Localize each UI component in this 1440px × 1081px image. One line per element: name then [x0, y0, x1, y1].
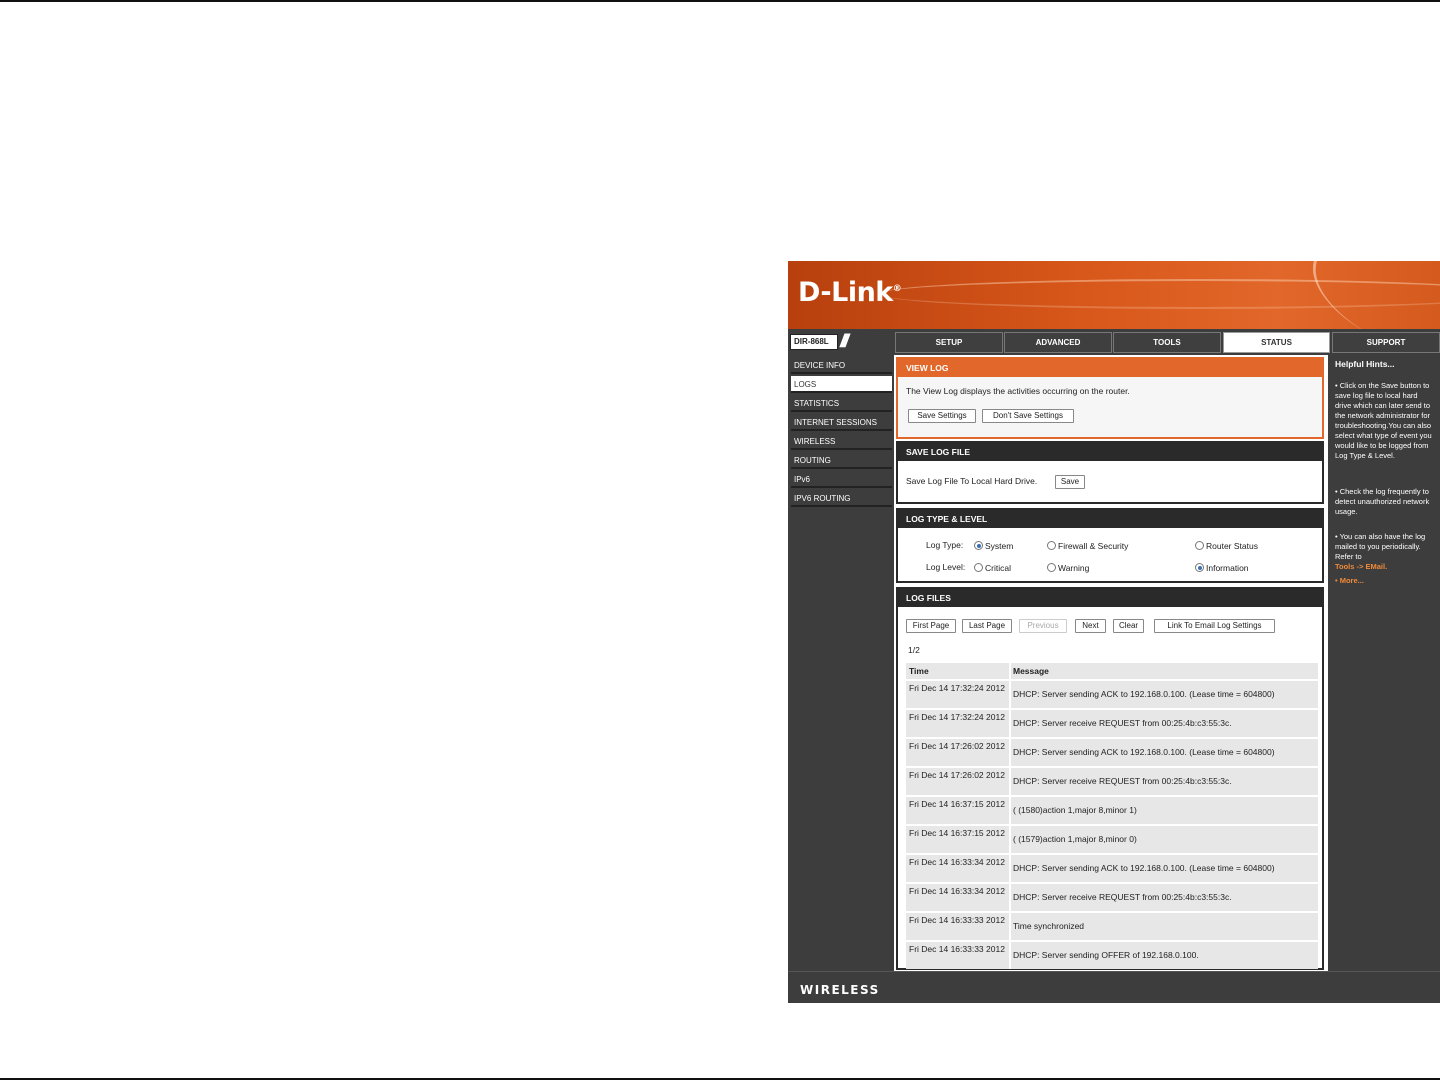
table-row	[906, 768, 1318, 795]
column-divider	[1009, 884, 1011, 911]
hint-email: • You can also have the log mailed to you periodically. Refer to	[1335, 532, 1426, 561]
log-time: Fri Dec 14 16:33:33 2012	[909, 944, 1005, 954]
table-row	[906, 884, 1318, 911]
sidebar-item-wireless[interactable]: WIRELESS	[791, 433, 892, 450]
previous-button[interactable]: Previous	[1019, 619, 1067, 633]
sidebar-item-logs[interactable]: LOGS	[791, 376, 892, 393]
column-divider	[1009, 797, 1011, 824]
log-message: Time synchronized	[1013, 921, 1085, 931]
footer-wireless-text: WIRELESS	[800, 983, 880, 997]
tab-advanced[interactable]: ADVANCED	[1004, 332, 1112, 353]
helpful-hints-panel	[1330, 355, 1440, 971]
hint-email-link[interactable]: Tools -> EMail.	[1335, 562, 1388, 571]
hint-save: • Click on the Save button to save log file to local hard drive which can later send to the network administrator for troubleshooting.You can also select what type of event you would like to be logged from Log Type & Level.	[1335, 381, 1432, 460]
radio-level-warning[interactable]: Warning	[1047, 562, 1089, 574]
sidebar-item-internet-sessions[interactable]: INTERNET SESSIONS	[791, 414, 892, 431]
log-type-label: Log Type:	[926, 540, 964, 550]
router-ui	[788, 261, 1440, 1003]
tab-tools[interactable]: TOOLS	[1113, 332, 1221, 353]
sidebar-item-ipv6-routing[interactable]: IPV6 ROUTING	[791, 490, 892, 507]
radio-selected-icon	[974, 541, 983, 550]
table-row	[906, 739, 1318, 766]
main-content	[894, 355, 1328, 971]
radio-selected-icon	[1195, 563, 1204, 572]
log-table-header	[906, 663, 1318, 679]
hint-more-link[interactable]: • More...	[1335, 576, 1364, 585]
radio-type-router-status[interactable]: Router Status	[1195, 540, 1258, 552]
column-divider	[1009, 855, 1011, 882]
log-time: Fri Dec 14 16:37:15 2012	[909, 799, 1005, 809]
sidebar-item-routing[interactable]: ROUTING	[791, 452, 892, 469]
log-time: Fri Dec 14 16:37:15 2012	[909, 828, 1005, 838]
log-files-section	[896, 587, 1324, 970]
model-slash-decoration: ///	[840, 331, 847, 351]
log-message: DHCP: Server receive REQUEST from 00:25:4b:c3:55:3c.	[1013, 892, 1232, 902]
clear-button[interactable]: Clear	[1113, 619, 1144, 633]
footer	[788, 971, 1440, 1003]
log-message: DHCP: Server sending ACK to 192.168.0.100. (Lease time = 604800)	[1013, 863, 1275, 873]
radio-empty-icon	[974, 563, 983, 572]
save-settings-button[interactable]: Save Settings	[908, 409, 976, 423]
model-label: DIR-868L	[790, 334, 838, 350]
link-email-log-settings-button[interactable]: Link To Email Log Settings	[1154, 619, 1275, 633]
save-log-title: SAVE LOG FILE	[898, 443, 1322, 461]
table-row	[906, 942, 1318, 969]
log-files-title: LOG FILES	[898, 589, 1322, 607]
page-indicator: 1/2	[908, 645, 920, 655]
col-message-header: Message	[1013, 666, 1049, 676]
banner	[788, 261, 1440, 329]
column-divider	[1009, 913, 1011, 940]
log-type-section	[896, 508, 1324, 583]
column-divider	[1009, 681, 1011, 708]
log-time: Fri Dec 14 17:32:24 2012	[909, 683, 1005, 693]
top-rule	[0, 0, 1440, 2]
radio-empty-icon	[1195, 541, 1204, 550]
column-divider	[1009, 739, 1011, 766]
save-log-label: Save Log File To Local Hard Drive.	[906, 476, 1038, 486]
log-time: Fri Dec 14 17:26:02 2012	[909, 770, 1005, 780]
save-log-button[interactable]: Save	[1055, 475, 1085, 489]
table-row	[906, 826, 1318, 853]
radio-type-system[interactable]: System	[974, 540, 1013, 552]
tab-support[interactable]: SUPPORT	[1332, 332, 1440, 353]
sidebar	[788, 355, 894, 971]
view-log-title: VIEW LOG	[898, 359, 1322, 377]
log-time: Fri Dec 14 16:33:34 2012	[909, 886, 1005, 896]
log-message: ( (1580)action 1,major 8,minor 1)	[1013, 805, 1137, 815]
log-message: DHCP: Server sending ACK to 192.168.0.100. (Lease time = 604800)	[1013, 747, 1275, 757]
log-time: Fri Dec 14 16:33:33 2012	[909, 915, 1005, 925]
bottom-rule	[0, 1078, 1440, 1080]
column-divider	[1009, 663, 1011, 679]
radio-level-critical[interactable]: Critical	[974, 562, 1011, 574]
dlink-logo: D-Link®	[798, 277, 902, 308]
table-row	[906, 710, 1318, 737]
log-message: DHCP: Server sending OFFER of 192.168.0.100.	[1013, 950, 1199, 960]
first-page-button[interactable]: First Page	[906, 619, 956, 633]
log-message: ( (1579)action 1,major 8,minor 0)	[1013, 834, 1137, 844]
last-page-button[interactable]: Last Page	[962, 619, 1012, 633]
column-divider	[1009, 768, 1011, 795]
column-divider	[1009, 826, 1011, 853]
table-row	[906, 681, 1318, 708]
navbar	[788, 331, 1440, 353]
log-message: DHCP: Server receive REQUEST from 00:25:4b:c3:55:3c.	[1013, 718, 1232, 728]
log-level-label: Log Level:	[926, 562, 966, 572]
log-message: DHCP: Server sending ACK to 192.168.0.100. (Lease time = 604800)	[1013, 689, 1275, 699]
radio-empty-icon	[1047, 541, 1056, 550]
table-row	[906, 913, 1318, 940]
log-time: Fri Dec 14 17:32:24 2012	[909, 712, 1005, 722]
log-time: Fri Dec 14 16:33:34 2012	[909, 857, 1005, 867]
sidebar-item-device-info[interactable]: DEVICE INFO	[791, 357, 892, 374]
dont-save-settings-button[interactable]: Don't Save Settings	[982, 409, 1074, 423]
view-log-section	[896, 357, 1324, 439]
column-divider	[1009, 710, 1011, 737]
save-log-section	[896, 441, 1324, 504]
next-button[interactable]: Next	[1075, 619, 1106, 633]
column-divider	[1009, 942, 1011, 969]
radio-type-firewall[interactable]: Firewall & Security	[1047, 540, 1128, 552]
tab-setup[interactable]: SETUP	[895, 332, 1003, 353]
view-log-description: The View Log displays the activities occurring on the router.	[906, 386, 1130, 396]
log-type-title: LOG TYPE & LEVEL	[898, 510, 1322, 528]
col-time-header: Time	[909, 666, 929, 676]
tab-status[interactable]: STATUS	[1223, 332, 1330, 353]
sidebar-item-ipv6[interactable]: IPv6	[791, 471, 892, 488]
table-row	[906, 797, 1318, 824]
hints-title: Helpful Hints...	[1335, 359, 1395, 369]
radio-level-information[interactable]: Information	[1195, 562, 1249, 574]
table-row	[906, 855, 1318, 882]
log-time: Fri Dec 14 17:26:02 2012	[909, 741, 1005, 751]
log-message: DHCP: Server receive REQUEST from 00:25:4b:c3:55:3c.	[1013, 776, 1232, 786]
sidebar-item-statistics[interactable]: STATISTICS	[791, 395, 892, 412]
hint-check: • Check the log frequently to detect unauthorized network usage.	[1335, 487, 1430, 516]
radio-empty-icon	[1047, 563, 1056, 572]
